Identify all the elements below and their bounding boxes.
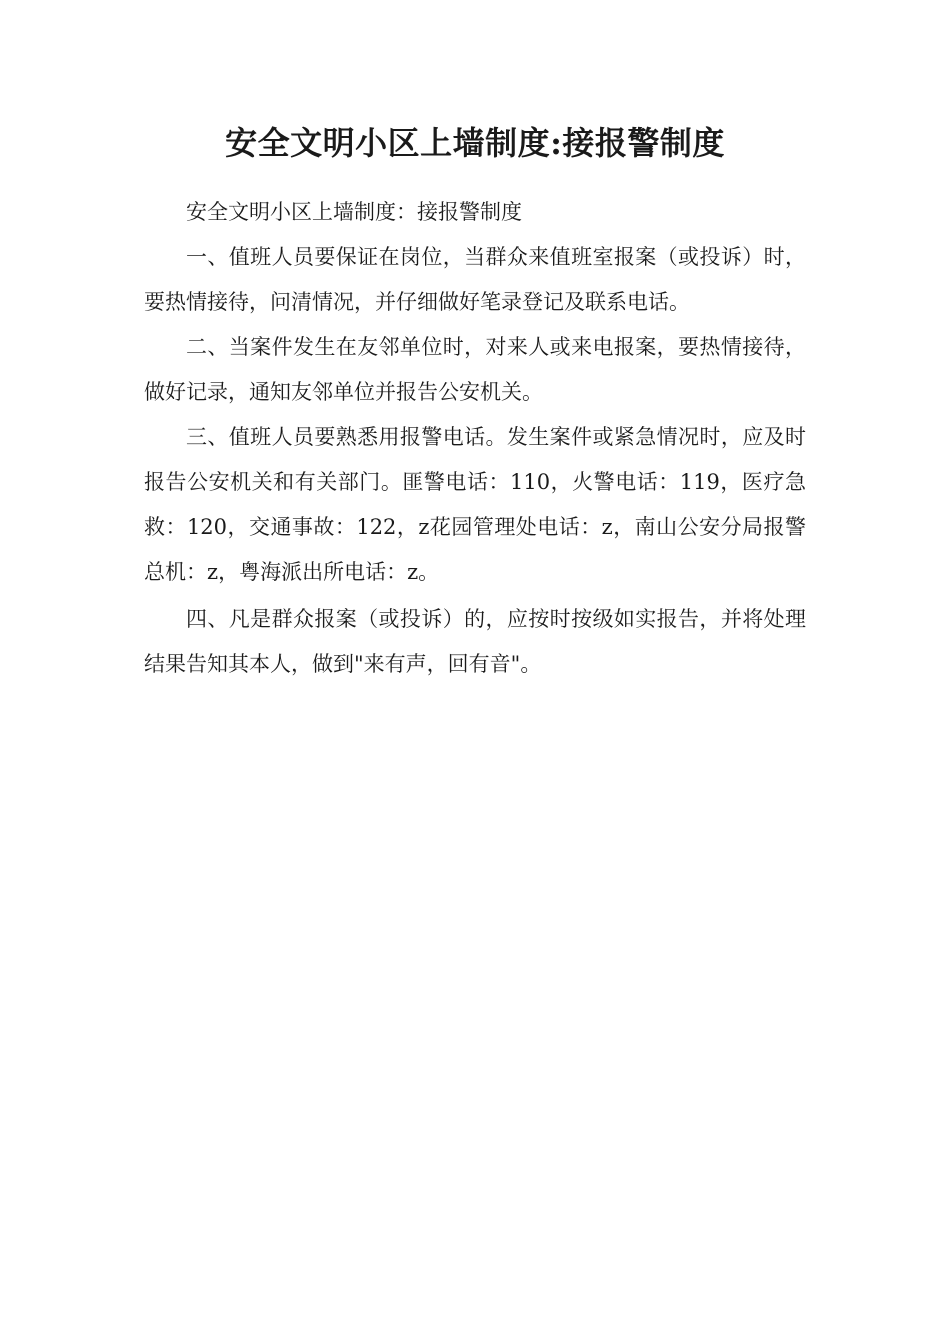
paragraph-rule-2: 二、当案件发生在友邻单位时，对来人或来电报案，要热情接待，做好记录，通知友邻单位并报告公安机关。 bbox=[144, 335, 806, 404]
document-body bbox=[144, 190, 806, 687]
paragraph-rule-3: 三、值班人员要熟悉用报警电话。发生案件或紧急情况时，应及时报告公安机关和有关部门。匪警电话：110，火警电话：119，医疗急救：120，交通事故：122，z花园管理处电话：z，南山公安分局报警总机：z，粤海派出所电话：z。 bbox=[144, 425, 806, 584]
paragraph-subtitle: 安全文明小区上墙制度：接报警制度 bbox=[186, 200, 522, 224]
document-title: 安全文明小区上墙制度:接报警制度 bbox=[225, 124, 725, 162]
paragraph-rule-1: 一、值班人员要保证在岗位，当群众来值班室报案（或投诉）时，要热情接待，问清情况，并仔细做好笔录登记及联系电话。 bbox=[144, 245, 806, 314]
paragraph-rule-4: 四、凡是群众报案（或投诉）的，应按时按级如实报告，并将处理结果告知其本人，做到"来有声，回有音"。 bbox=[144, 607, 806, 676]
